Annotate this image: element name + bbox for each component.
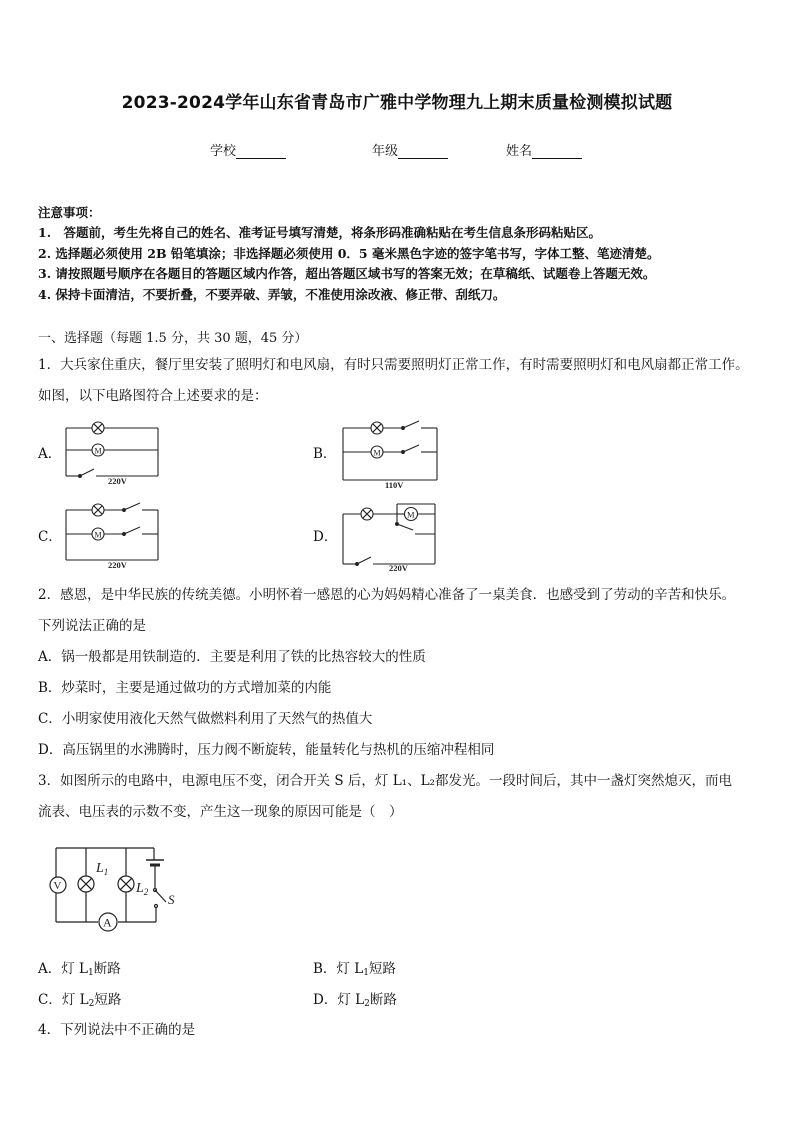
school-field — [210, 140, 286, 159]
note-item-3: 3. 请按照题号顺序在各题目的答题区域内作答，超出答题区域书写的答案无效；在草稿纸、试题卷上答题无效。 — [38, 266, 656, 281]
circuit-b-voltage: 110V — [385, 480, 404, 490]
q1-text-line1: 1．大兵家住重庆，餐厅里安装了照明灯和电风扇，有时只需要照明灯正常工作，有时需要照明灯和电风扇都正常工作。 — [38, 357, 749, 373]
q3-text-line1: 3．如图所示的电路中，电源电压不变，闭合开关 S 后，灯 L₁、L₂都发光。一段时间后，其中一盏灯突然熄灭，而电 — [38, 773, 732, 789]
name-blank[interactable] — [532, 146, 582, 159]
circuit-c-voltage: 220V — [108, 560, 127, 570]
motor-symbol: M — [94, 446, 102, 456]
name-label: 姓名 — [506, 144, 533, 159]
label-switch: S — [168, 892, 175, 907]
q2-option-b[interactable]: B．炒菜时，主要是通过做功的方式增加菜的内能 — [38, 680, 332, 696]
q3-option-b[interactable]: B．灯 $L_1$短路 — [313, 961, 396, 978]
note-item-2: 2. 选择题必须使用 2B 铅笔填涂；非选择题必须使用 0．5 毫米黑色字迹的签字笔书写，字体工整、笔迹清楚。 — [38, 246, 660, 261]
ammeter-symbol: A — [103, 915, 112, 930]
q2-option-c[interactable]: C．小明家使用液化天然气做燃料利用了天然气的热值大 — [38, 711, 373, 727]
school-blank[interactable] — [236, 146, 286, 159]
q3-text-line2: 流表、电压表的示数不变，产生这一现象的原因可能是（ ） — [38, 804, 403, 820]
notes-heading: 注意事项： — [38, 205, 101, 220]
grade-blank[interactable] — [398, 146, 448, 159]
q2-text-line2: 下列说法正确的是 — [38, 618, 146, 634]
exam-title: 2023-2024学年山东省青岛市广雅中学物理九上期末质量检测模拟试题 — [121, 93, 673, 113]
q4-text-line1: 4．下列说法中不正确的是 — [38, 1022, 196, 1038]
circuit-a-diagram — [62, 418, 162, 486]
q3-option-d[interactable]: D．灯 $L_2$断路 — [313, 992, 397, 1009]
q1-option-a-label[interactable]: A． — [38, 446, 62, 462]
school-label: 学校 — [210, 144, 237, 159]
motor-symbol: M — [373, 448, 381, 458]
grade-field — [372, 140, 448, 159]
q3-circuit-diagram — [44, 838, 194, 934]
note-item-4: 4. 保持卡面清洁，不要折叠，不要弄破、弄皱，不准使用涂改液、修正带、刮纸刀。 — [38, 287, 506, 302]
grade-label: 年级 — [372, 144, 399, 159]
circuit-a-voltage: 220V — [108, 476, 127, 486]
circuit-c-diagram — [62, 500, 162, 570]
q2-option-a[interactable]: A．锅一般都是用铁制造的．主要是利用了铁的比热容较大的性质 — [38, 649, 426, 665]
switch-icon — [155, 890, 166, 902]
name-field — [506, 140, 582, 159]
voltmeter-symbol: V — [53, 880, 62, 892]
label-l1: $L_1$ — [96, 861, 109, 877]
q3-option-c[interactable]: C．灯 $L_2$短路 — [38, 992, 122, 1009]
q3-option-a[interactable]: A．灯 $L_1$断路 — [38, 961, 121, 978]
circuit-d-voltage: 220V — [389, 563, 408, 572]
q2-option-d[interactable]: D．高压锅里的水沸腾时，压力阀不断旋转，能量转化与热机的压缩冲程相同 — [38, 742, 495, 758]
q1-option-c-label[interactable]: C． — [38, 529, 62, 545]
q1-option-d-label[interactable]: D． — [313, 529, 338, 545]
label-l2: $L_2$ — [136, 881, 149, 897]
q1-text-line2: 如图，以下电路图符合上述要求的是： — [38, 388, 268, 404]
motor-symbol: M — [407, 509, 415, 520]
note-item-1: 1. 答题前，考生先将自己的姓名、准考证号填写清楚，将条形码准确粘贴在考生信息条形码粘贴区。 — [38, 225, 602, 240]
motor-symbol: M — [94, 530, 102, 540]
q1-option-b-label[interactable]: B． — [313, 446, 337, 462]
section-heading: 一、选择题（每题 1.5 分，共 30 题，45 分） — [38, 331, 308, 346]
circuit-b-diagram — [339, 418, 443, 490]
q2-text-line1: 2．感恩，是中华民族的传统美德。小明怀着一感恩的心为妈妈精心准备了一桌美食．也感受到了劳动的辛苦和快乐。 — [38, 587, 736, 603]
circuit-d-diagram — [339, 500, 443, 572]
